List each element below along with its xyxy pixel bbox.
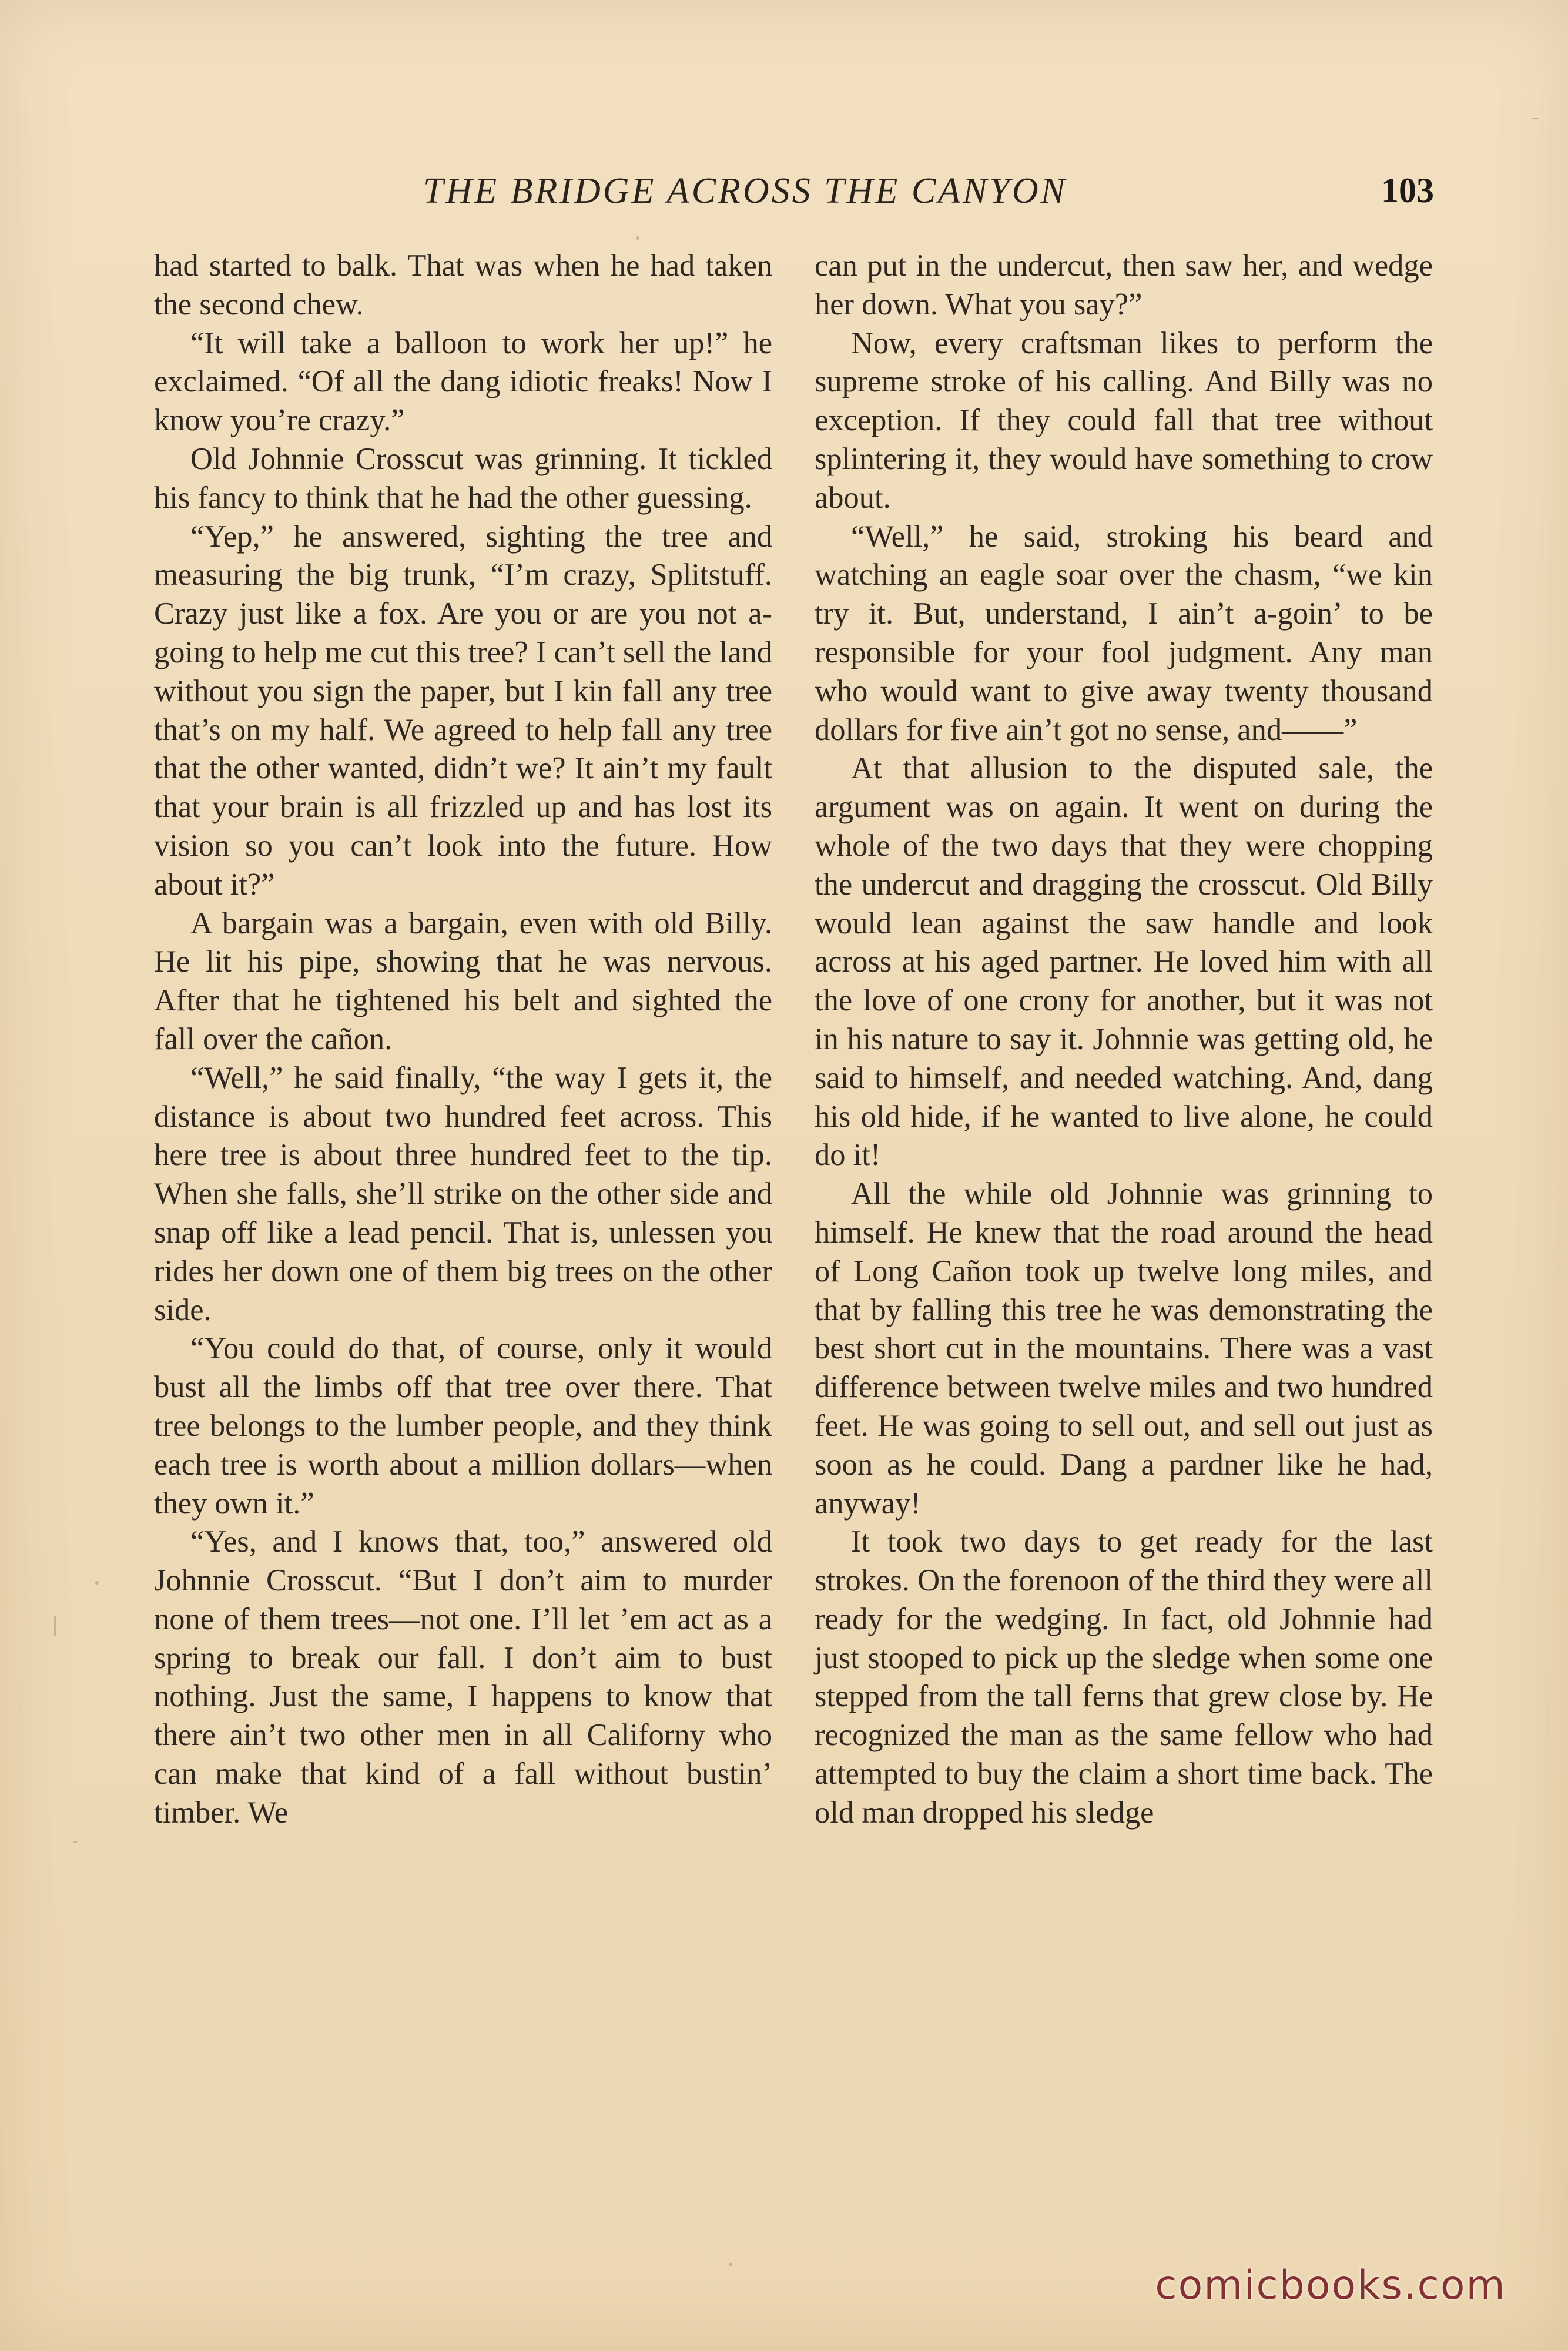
paragraph: had started to balk. That was when he had taken the second chew. [154,249,772,321]
paper-mark [54,1616,56,1636]
watermark-logo: comicbooks.com [1155,2262,1506,2309]
paragraph: “Well,” he said finally, “the way I gets it, the distance is about two hundred feet across. This here tree is about three hundred feet to the tip. When she falls, she’ll strike on the other side and snap off like a lead pencil. That is, unlessen you rides her down one of them big trees on the other side. [154,1060,772,1327]
paragraph: “It will take a balloon to work her up!” he exclaimed. “Of all the dang idiotic freaks! Now I know you’re crazy.” [154,326,772,438]
running-header [153,170,1434,223]
paragraph: All the while old Johnnie was grinning to himself. He knew that the road around the head of Long Cañon took up twelve long miles, and that by falling this tree he was demonstrating the best short cut in the mountains. There was a vast difference between twelve miles and two hundred feet. He was going to sell out, and sell out just as soon as he could. Dang a pardner like he had, anyway! [815,1177,1433,1521]
page-number: 103 [1381,171,1434,210]
right-column [815,247,1433,1833]
paragraph: “Well,” he said, stroking his beard and watching an eagle soar over the chasm, “we kin try it. But, understand, I ain’t a-goin’ to be responsible for your fool judgment. Any man who would want to give away twenty thousand dollars for five ain’t got no sense, and——” [815,519,1433,747]
paragraph: Now, every craftsman likes to perform the supreme stroke of his calling. And Billy was no exception. If they could fall that tree without splintering it, they would have something to crow about. [815,326,1433,515]
paragraph: “Yep,” he answered, sighting the tree and measuring the big trunk, “I’m crazy, Splitstuff. Crazy just like a fox. Are you or are you not a-going to help me cut this tree? I can’t sell the land without you sign the paper, but I kin fall any tree that’s on my half. We agreed to help fall any tree that the other wanted, didn’t we? It ain’t my fault that your brain is all frizzled up and has lost its vision so you can’t look into the future. How about it?” [154,519,772,902]
paper-speck [1532,118,1539,119]
paragraph: can put in the undercut, then saw her, and wedge her down. What you say?” [815,249,1433,321]
paragraph: A bargain was a bargain, even with old Billy. He lit his pipe, showing that he was nervous. After that he tightened his belt and sighted the fall over the cañon. [154,906,772,1056]
paragraph: “Yes, and I knows that, too,” answered old Johnnie Crosscut. “But I don’t aim to murder none of them trees—not one. I’ll let ’em act as a spring to break our fall. I don’t aim to bust nothing. Just the same, I happens to know that there ain’t two other men in all Californy who can make that kind of a fall without bustin’ timber. We [154,1525,772,1830]
paper-speck [636,236,639,240]
paragraph: At that allusion to the disputed sale, the argument was on again. It went on during the whole of the two days that they were chopping the undercut and dragging the crosscut. Old Billy would lean against the saw handle and look across at his aged partner. He loved him with all the love of one crony for another, but it was not in his nature to say it. Johnnie was getting old, he said to himself, and needed watching. And, dang his old hide, if he wanted to live alone, he could do it! [815,751,1433,1173]
paragraph: Old Johnnie Crosscut was grinning. It tickled his fancy to think that he had the other guessing. [154,441,772,515]
paper-speck [73,1841,78,1843]
paper-speck [729,2263,732,2266]
paragraph: It took two days to get ready for the last strokes. On the forenoon of the third they were all ready for the wedging. In fact, old Johnnie had just stooped to pick up the sledge when some one stepped from the tall ferns that grew close by. He recognized the man as the same fellow who had attempted to buy the claim a short time back. The old man dropped his sledge [815,1525,1433,1830]
running-title: THE BRIDGE ACROSS THE CANYON [423,171,1068,211]
paragraph: “You could do that, of course, only it would bust all the limbs off that tree over there. That tree belongs to the lumber people, and they think each tree is worth about a million dollars—when they own it.” [154,1331,772,1521]
left-column [154,247,772,1833]
paper-speck [95,1581,99,1585]
